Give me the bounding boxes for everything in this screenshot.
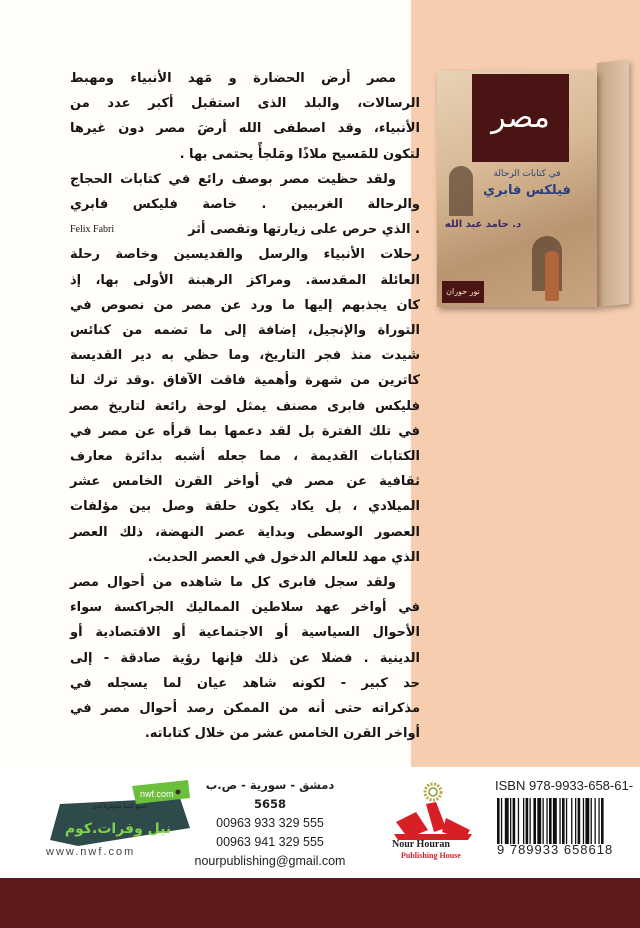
text-line: لتكون للمَسيح ملاذًا ومَلجأً يحتمى بها . — [179, 146, 420, 162]
barcode-bar — [585, 798, 589, 844]
address: دمشق - سورية - ص.ب 5658 — [205, 778, 335, 811]
bottom-maroon-band — [0, 878, 640, 928]
isbn-text: ISBN 978-9933-658-61- — [495, 778, 634, 793]
barcode-icon — [497, 798, 640, 844]
text-line: مصر أرض الحضارة و مَهد الأنبياء ومهبط — [70, 71, 396, 86]
text-line: الميلادي ، بل يكاد يكون حلقة وصل بين مؤلفات — [70, 499, 420, 515]
nwf-website-link[interactable]: www.nwf.com — [46, 846, 136, 858]
barcode-bar — [497, 798, 500, 844]
text-line: الأحوال السياسية أو الاجتماعية أو الاقتصادية أو — [70, 625, 420, 641]
phone-1: 00963 933 329 555 — [216, 816, 324, 830]
barcode-bar — [598, 798, 599, 844]
book-traveler-name: فيلكس فابري — [483, 183, 571, 198]
back-cover-text — [70, 66, 420, 746]
book-publisher-box: نور حوران — [442, 281, 484, 303]
barcode-bar — [505, 798, 509, 844]
phone-2: 00963 941 329 555 — [216, 835, 324, 849]
book-title: مصر — [472, 74, 569, 162]
publisher-name: Nour Houran — [392, 839, 450, 850]
book-spine — [597, 60, 629, 307]
text-line: مذكراته حتى أنه من الممكن رصد أحوال مصر في — [70, 701, 420, 717]
nwf-brand: نيل وفرات.كوم — [64, 821, 172, 837]
barcode-bar — [513, 798, 516, 844]
text-line-arabic: . الذي حرص على زيارتها وتقصى أثر — [188, 222, 420, 238]
text-line: كاترين من شهرة وأهمية فاقت الآفاق .وقد ترك لنا — [70, 373, 420, 389]
text-line: العائلة المقدسة. ومراكز الرهبنة الأولى بها، إذ — [70, 272, 420, 288]
barcode-bar — [553, 798, 557, 844]
text-line: الكتابات القديمة ، مما جعله أشبه بدائرة معارف — [70, 449, 420, 465]
barcode-bar — [575, 798, 576, 844]
barcode-bar — [546, 798, 547, 844]
paragraph — [70, 66, 420, 167]
barcode-bar — [533, 798, 536, 844]
text-line: شيدت منذ فجر التاريخ، وما حظي به دير القديسة — [70, 348, 420, 364]
barcode-bar — [562, 798, 565, 844]
nwf-badge-icon — [20, 778, 192, 848]
barcode-bar — [601, 798, 604, 844]
barcode-bar — [518, 798, 519, 844]
publisher-subtitle: Publishing House — [401, 851, 461, 860]
barcode-bar — [578, 798, 581, 844]
book-front — [437, 71, 597, 307]
barcode-bar — [526, 798, 529, 844]
barcode-bar — [595, 798, 596, 844]
barcode-bar — [571, 798, 572, 844]
book-subtitle: في كتابات الرحالة — [493, 169, 561, 179]
barcode-bar — [523, 798, 524, 844]
latin-name: Felix Fabri — [70, 224, 115, 236]
barcode-bar — [537, 798, 541, 844]
email[interactable]: nourpublishing@gmail.com — [194, 854, 346, 868]
text-line: ولقد حظيت مصر بوصف رائع في كتابات الحجاج — [70, 171, 396, 187]
barcode-bar — [510, 798, 511, 844]
publisher-contact — [190, 776, 350, 871]
text-line: العصور الوسطى وبداية عصر النهضة، ذلك العصر — [70, 524, 420, 540]
text-line: في تلك الفترة بل لقد دعمها بما قرأه عن مصر في — [70, 423, 420, 439]
text-line: ثقافية عن مصر في أواخر القرن الخامس عشر — [70, 474, 420, 490]
text-line: كان يجذبهم إليها ما ورد عن مصر من نصوص في — [70, 297, 420, 313]
book-author: د. حامد عبد الله — [444, 219, 522, 230]
paragraph — [70, 570, 420, 746]
barcode-bar — [559, 798, 560, 844]
barcode-bar — [501, 798, 502, 844]
text-line: أواخر القرن الخامس عشر من خلال كتاباته. — [144, 726, 420, 742]
publisher-logo-icon — [388, 782, 478, 862]
nwf-tagline: جميع كتبنا متوفرة لدى — [92, 803, 148, 810]
text-line: التوراة والإنجيل، إضافة إلى ما تضمه من كنائس — [70, 323, 420, 339]
text-line: رحلات الأنبياء والرسل والقديسين وخاصة رحلة — [70, 247, 420, 263]
text-line: ولقد سجل فابرى كل ما شاهده من أحوال مصر — [70, 575, 396, 591]
text-line: الدينية . فضلا عن ذلك فإنها رؤية صادقة - إلى — [70, 650, 420, 666]
book-cover-image — [437, 63, 632, 308]
barcode-bar — [591, 798, 592, 844]
nwf-tag: nwf.com — [140, 789, 174, 799]
figure-illustration — [545, 251, 559, 301]
text-line: الذي مهد للعالم الدخول في العصر الحديث. — [147, 549, 420, 565]
text-line: حد كبير - لكونه شاهد عيان لما يسجله في — [70, 675, 420, 691]
paragraph — [70, 167, 420, 570]
barcode-bar — [543, 798, 544, 844]
text-line: فليكس فابرى مصنف يمثل لوحة رائعة لتاريخ مصر — [70, 398, 420, 414]
barcode-bar — [530, 798, 531, 844]
text-line: الرسالات، والبلد الذى استقبل أكبر عدد من — [70, 96, 420, 112]
barcode-bar — [566, 798, 567, 844]
barcode-bar — [583, 798, 584, 844]
text-line: والرحالة الغربيين . خاصة فليكس فابري — [70, 197, 420, 213]
text-line — [70, 217, 420, 242]
arch-illustration — [449, 166, 473, 216]
text-line: الأنبياء، وقد اصطفى الله أرضَ مصر دون غيرها — [70, 121, 420, 137]
text-line: في أواخر عهد سلاطين المماليك الجراكسة سواء — [70, 600, 420, 616]
barcode-digits: 9 789933 658618 — [497, 842, 614, 857]
barcode-bar — [549, 798, 552, 844]
